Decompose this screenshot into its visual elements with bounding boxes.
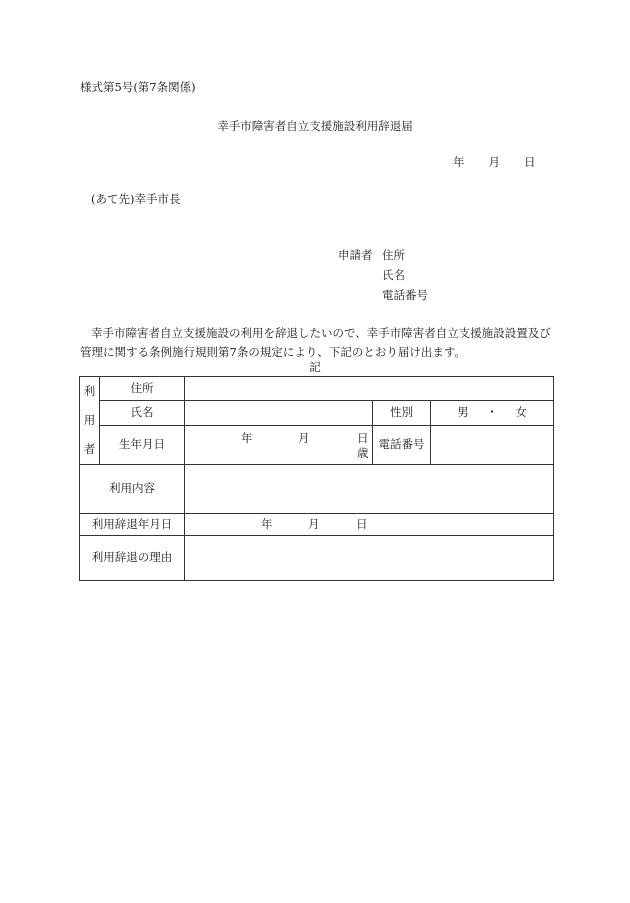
applicant-name-label: 氏名 xyxy=(382,268,405,282)
address-field[interactable] xyxy=(185,377,554,401)
dob-year: 年 xyxy=(241,430,253,445)
date-day-label: 日 xyxy=(524,155,536,169)
dob-month: 月 xyxy=(298,430,310,445)
applicant-label: 申請者 xyxy=(338,248,373,262)
dob-label: 生年月日 xyxy=(100,425,185,464)
user-char-1: 利 xyxy=(83,384,96,398)
reason-label: 利用辞退の理由 xyxy=(80,536,185,581)
withdrawal-date-field[interactable] xyxy=(185,514,554,536)
dob-day: 日 xyxy=(357,430,369,445)
name-field[interactable] xyxy=(185,401,373,425)
user-char-3: 者 xyxy=(83,442,96,456)
applicant-address-label: 住所 xyxy=(382,248,405,262)
reason-field[interactable] xyxy=(185,536,554,581)
withdrawal-date-label: 利用辞退年月日 xyxy=(80,514,185,536)
gender-female[interactable]: 女 xyxy=(515,405,527,420)
name-label: 氏名 xyxy=(100,401,185,425)
gender-separator: ・ xyxy=(486,405,498,420)
withdrawal-month: 月 xyxy=(308,517,320,531)
user-char-2: 用 xyxy=(83,413,96,427)
date-year-label: 年 xyxy=(453,155,465,169)
ki-heading: 記 xyxy=(309,360,321,374)
applicant-phone-label: 電話番号 xyxy=(382,288,428,302)
usage-label: 利用内容 xyxy=(80,465,185,514)
gender-options[interactable] xyxy=(431,401,554,425)
usage-field[interactable] xyxy=(185,465,554,514)
date-month-label: 月 xyxy=(488,155,500,169)
withdrawal-day: 日 xyxy=(356,517,368,531)
phone-field[interactable] xyxy=(431,425,554,464)
withdrawal-year: 年 xyxy=(261,517,273,531)
form-number: 様式第5号(第7条関係) xyxy=(80,80,196,94)
gender-label: 性別 xyxy=(373,401,431,425)
phone-label: 電話番号 xyxy=(373,425,431,464)
addressee: (あて先)幸手市長 xyxy=(91,192,181,206)
dob-field[interactable] xyxy=(185,425,373,464)
gender-male[interactable]: 男 xyxy=(457,405,469,420)
body-text: 幸手市障害者自立支援施設の利用を辞退したいので、幸手市障害者自立支援施設設置及び管理に関する条例施行規則第7条の規定により、下記のとおり届け出ます。 xyxy=(80,326,551,359)
withdrawal-table xyxy=(79,376,554,581)
user-section-label xyxy=(80,377,100,465)
document-title: 幸手市障害者自立支援施設利用辞退届 xyxy=(217,119,413,133)
address-label: 住所 xyxy=(100,377,185,401)
submission-date xyxy=(453,157,536,169)
dob-age: 歳 xyxy=(357,445,369,460)
